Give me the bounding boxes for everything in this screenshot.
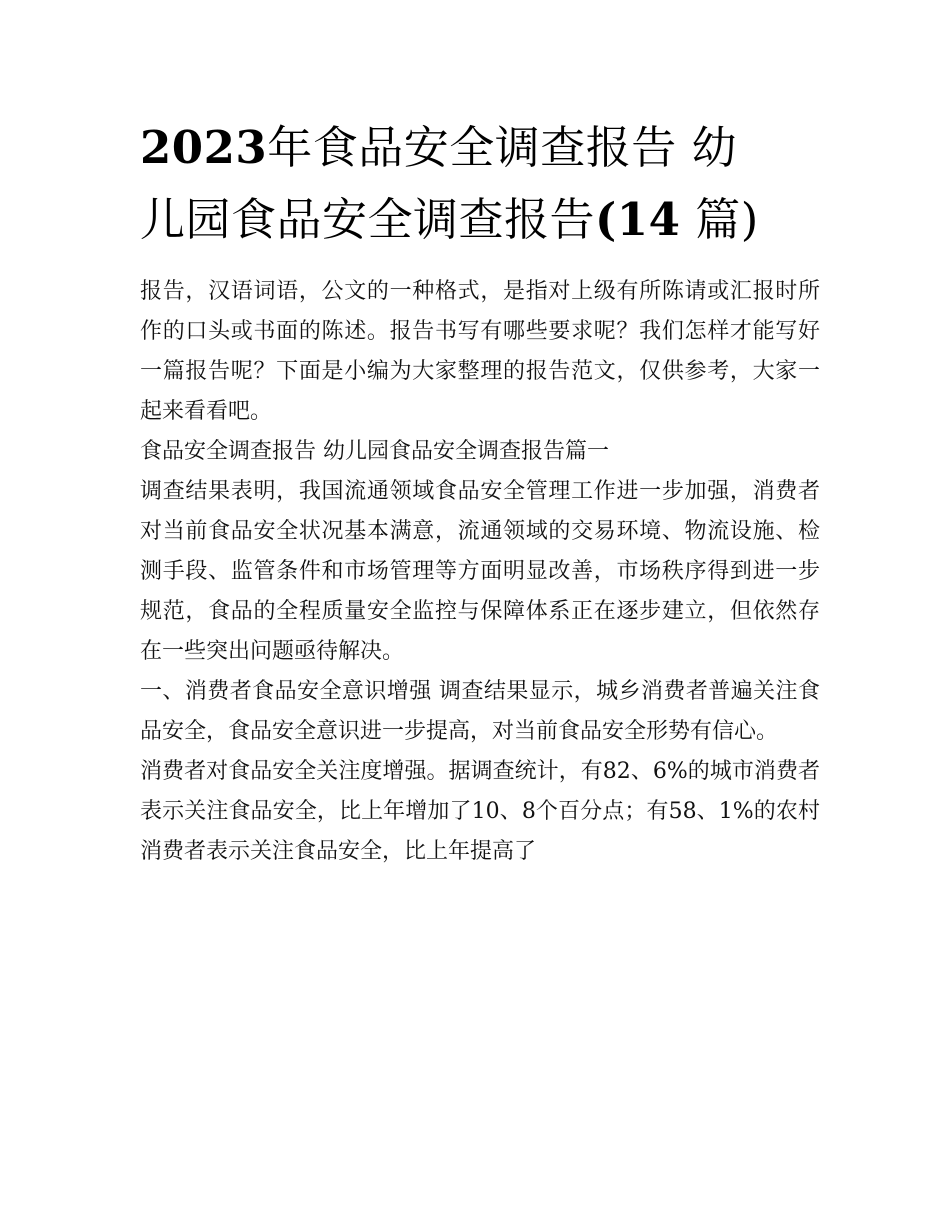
title-line2-text-a: 儿园食品安全调查报告: [140, 193, 596, 246]
section-heading: 食品安全调查报告 幼儿园食品安全调查报告篇一: [140, 439, 609, 464]
survey-results-paragraph: 调查结果表明，我国流通领域食品安全管理工作进一步加强，消费者对当前食品安全状况基本满意，流通领域的交易环境、物流设施、检测手段、监管条件和市场管理等方面明显改善，市场秩序得到进一步规范，食品的全程质量安全监控与保障体系正在逐步建立，但依然存在一些突出问题亟待解决。: [140, 479, 820, 664]
title-spacer: [140, 256, 820, 272]
title-line2-text-b: 篇): [695, 193, 759, 246]
consumer-awareness-paragraph: 一、消费者食品安全意识增强 调查结果显示，城乡消费者普遍关注食品安全，食品安全意识进一步提高，对当前食品安全形势有信心。: [140, 679, 820, 744]
intro-paragraph: 报告，汉语词语，公文的一种格式，是指对上级有所陈请或汇报时所作的口头或书面的陈述。报告书写有哪些要求呢？我们怎样才能写好一篇报告呢？下面是小编为大家整理的报告范文，仅供参考，大家一起来看看吧。: [140, 279, 820, 424]
document-page: [140, 112, 820, 872]
consumer-attention-paragraph: 消费者对食品安全关注度增强。据调查统计，有82、6%的城市消费者表示关注食品安全，比上年增加了10、8个百分点；有58、1%的农村消费者表示关注食品安全，比上年提高了: [140, 759, 820, 864]
title-year: 2023: [140, 121, 268, 174]
title-count: (14: [595, 193, 681, 246]
document-title: [140, 112, 820, 256]
title-line1-text: 年食品安全调查报告 幼: [267, 121, 738, 174]
